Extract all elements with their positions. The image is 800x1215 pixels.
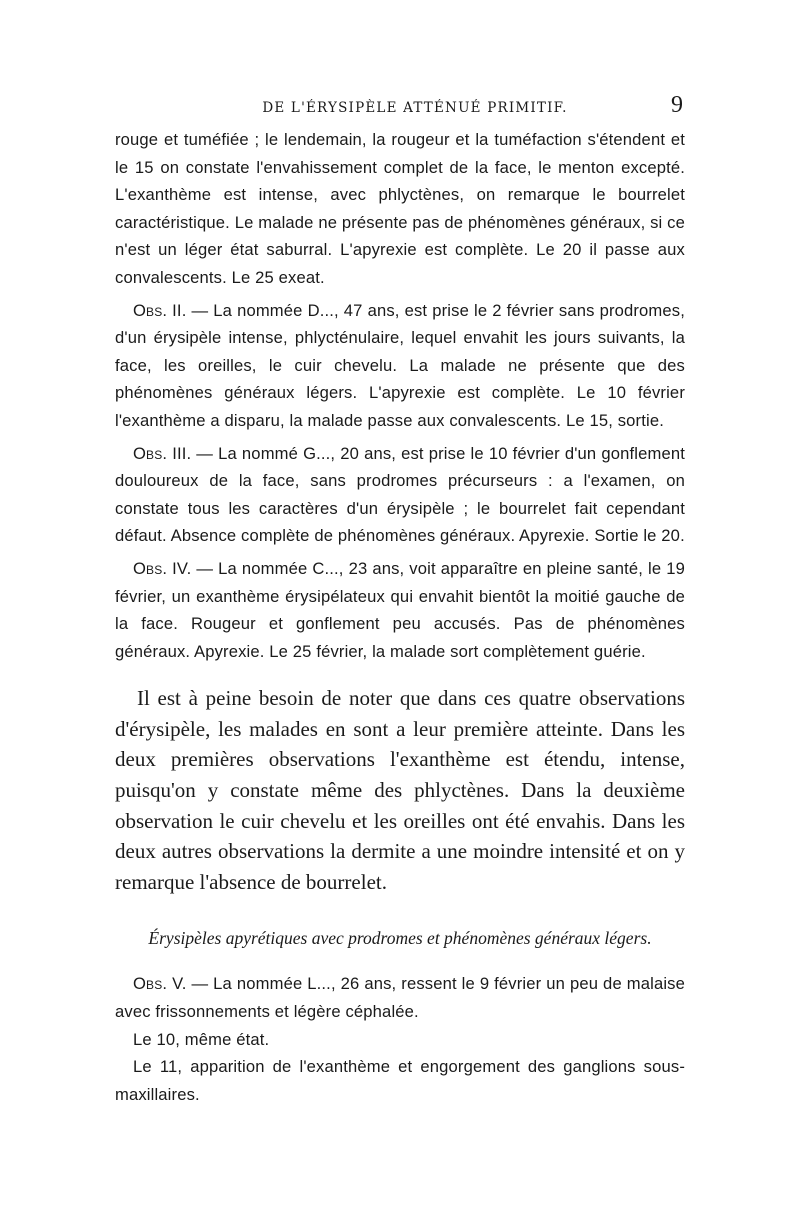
observation-label: Obs. II. [133,300,187,320]
observation-2 [115,297,685,435]
observation-text: — La nommée D..., 47 ans, est prise le 2 février sans prodromes, d'un érysipèle intense, phlycténulaire, lequel envahit les jours suivants, la face, les oreilles, le cuir chevelu. La malade ne présente que des phénomènes généraux légers. L'apyrexie est complète. Le 10 février l'exanthème a disparu, la malade passe aux convalescents. Le 15, sortie. [115,300,685,430]
running-title: DE L'ÉRYSIPÈLE ATTÉNUÉ PRIMITIF. [262,100,568,116]
observation-3 [115,440,685,550]
page-number: 9 [671,92,683,118]
commentary-paragraph: Il est à peine besoin de noter que dans ces quatre observations d'érysipèle, les malades en sont a leur première atteinte. Dans les deux premières observations l'exanthème est étendu, intense, puisqu'on y constate même des phlyctènes. Dans la deuxième observation le cuir chevelu et les oreilles ont été envahis. Dans les deux autres observations la dermite a une moindre intensité et on y remarque l'absence de bourrelet. [115,686,685,894]
observation-5-day-11: Le 11, apparition de l'exanthème et engorgement des ganglions sous-maxillaires. [115,1057,685,1104]
observation-label: Obs. III. [133,443,192,463]
observation-text: — La nommée C..., 23 ans, voit apparaître en pleine santé, le 19 février, un exanthème érysipélateux qui envahit bientôt la moitié gauche de la face. Rougeur et gonflement peu accusés. Pas de phénomènes généraux. Apyrexie. Le 25 février, la malade sort complètement guérie. [115,558,685,661]
observation-5-day-10: Le 10, même état. [133,1029,270,1049]
observation-label: Obs. V. [133,974,187,994]
observation-text: — La nommée L..., 26 ans, ressent le 9 février un peu de malaise avec frissonnements et légère céphalée. [115,974,685,1022]
observation-text: — La nommé G..., 20 ans, est prise le 10 février d'un gonflement douloureux de la face, sans prodromes précurseurs : a l'examen, on constate tous les caractères d'un érysipèle ; le bourrelet fait cependant défaut. Absence complète de phénomènes généraux. Apyrexie. Sortie le 20. [115,443,685,546]
paragraph-continuation: rouge et tuméfiée ; le lendemain, la rougeur et la tuméfaction s'étendent et le 15 on constate l'envahissement complet de la face, le menton excepté. L'exanthème est intense, avec phlyctènes, on remarque le bourrelet caractéristique. Le malade ne présente pas de phénomènes généraux, si ce n'est un léger état saburral. L'apyrexie est complète. Le 20 il passe aux convalescents. Le 25 exeat. [115,130,685,287]
section-subheading: Érysipèles apyrétiques avec prodromes et phénomènes généraux légers. [148,928,652,949]
observation-4 [115,555,685,665]
observation-5 [115,970,685,1025]
document-page [115,92,685,1108]
running-header [115,92,685,126]
observation-label: Obs. IV. [133,558,192,578]
